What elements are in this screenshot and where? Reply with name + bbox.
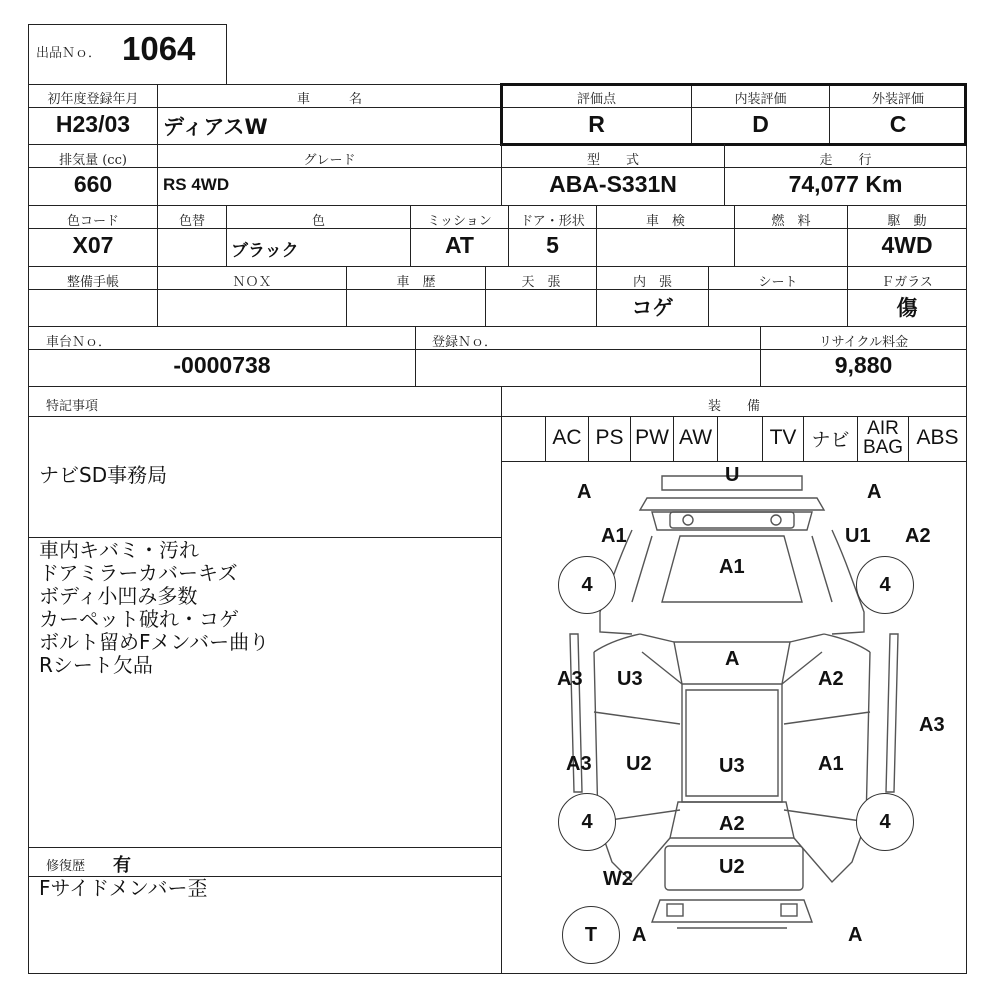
maintenance-label: 整備手帳: [66, 275, 119, 290]
color-change-label: 色替: [178, 214, 205, 229]
repair-value: 有: [113, 855, 131, 876]
equip-abs: ABS: [916, 426, 959, 449]
damage-mark: A1: [818, 753, 844, 775]
notes-line-1: ナビSD事務局: [39, 463, 168, 487]
equip-ac: AC: [552, 426, 582, 449]
doors-label: ドア・形状: [520, 214, 585, 229]
damage-mark: A2: [719, 813, 745, 835]
fuel-label: 燃 料: [771, 214, 811, 229]
recycle-label: リサイクル料金: [818, 335, 909, 350]
equip-aw: AW: [678, 426, 713, 449]
damage-mark: A3: [566, 753, 592, 775]
equip-blank: [502, 416, 545, 460]
wheel-rear-right-icon: 4: [856, 793, 914, 851]
transmission-label: ミッション: [427, 214, 492, 229]
equip-airbag: AIR BAG: [862, 418, 904, 458]
score-label: 評価点: [576, 92, 616, 107]
damage-mark: A2: [905, 525, 931, 547]
damage-mark: U3: [719, 755, 745, 777]
damage-mark: A1: [719, 556, 745, 578]
note-item: カーペット破れ・コゲ: [39, 607, 239, 631]
damage-mark: A3: [919, 714, 945, 736]
damage-mark: W2: [603, 868, 633, 890]
roof-label: 天 張: [521, 275, 561, 290]
note-item: ボディ小凹み多数: [39, 584, 198, 608]
wheel-front-left-icon: 4: [558, 556, 616, 614]
damage-mark: U: [725, 464, 740, 486]
recycle-value: 9,880: [834, 352, 893, 378]
interior-roof-value: コゲ: [631, 296, 674, 320]
lot-number: 1064: [122, 30, 196, 67]
damage-mark: U1: [845, 525, 871, 547]
spare-tire-icon: T: [562, 906, 620, 964]
displacement-label: 排気量 (cc): [59, 153, 127, 168]
model-value: ABA-S331N: [549, 171, 677, 197]
transmission-value: AT: [445, 232, 474, 258]
interior-roof-label: 内 張: [632, 275, 672, 290]
nox-label: ＮＯＸ: [232, 275, 272, 290]
registration-label: 登録Ｎｏ．: [432, 335, 498, 350]
damage-mark: A3: [557, 668, 583, 690]
grade-value: RS 4WD: [163, 175, 230, 194]
note-item: ドアミラーカバーキズ: [39, 561, 238, 585]
damage-mark: A: [725, 648, 740, 670]
equip-pw: PW: [635, 426, 669, 449]
first-reg-value: H23/03: [55, 111, 131, 137]
note-item: Rシート欠品: [39, 653, 153, 677]
notes-list: [39, 539, 269, 677]
car-name-label: 車 名: [296, 92, 362, 107]
repair-label: 修復歴: [46, 859, 86, 874]
damage-mark: A: [848, 924, 863, 946]
drive-value: 4WD: [881, 232, 933, 258]
damage-mark: A: [867, 481, 882, 503]
color-code-label: 色コード: [66, 214, 119, 229]
damage-mark: A2: [818, 668, 844, 690]
seat-label: シート: [758, 275, 798, 290]
damage-mark: U2: [626, 753, 652, 775]
interior-grade-label: 内装評価: [734, 92, 787, 107]
damage-mark: A1: [601, 525, 627, 547]
score-value: R: [588, 111, 605, 137]
mileage-value: 74,077 Km: [788, 171, 903, 197]
drive-label: 駆 動: [887, 214, 927, 229]
damage-mark: U2: [719, 856, 745, 878]
first-reg-label: 初年度登録年月: [47, 92, 139, 107]
exterior-grade-value: C: [889, 111, 907, 137]
note-item: 車内キバミ・汚れ: [39, 538, 199, 562]
equip-navi: ナビ: [811, 428, 850, 451]
inspection-label: 車 検: [645, 214, 685, 229]
fglass-value: 傷: [896, 296, 918, 320]
fglass-label: Ｆガラス: [881, 275, 933, 290]
damage-mark: A: [632, 924, 647, 946]
color-label: 色: [311, 214, 325, 229]
mileage-label: 走 行: [819, 153, 872, 168]
equip-ps: PS: [595, 426, 624, 449]
equip-tv: TV: [769, 426, 797, 449]
note-item: ボルト留めFメンバー曲り: [39, 630, 270, 654]
color-code-value: X07: [72, 232, 114, 258]
chassis-label: 車台Ｎｏ．: [46, 335, 112, 350]
exterior-grade-label: 外装評価: [871, 92, 924, 107]
notes-label: 特記事項: [46, 399, 99, 414]
equip-blank-2: [718, 416, 762, 460]
grade-label: グレード: [303, 153, 356, 168]
history-label: 車 歴: [396, 275, 436, 290]
wheel-rear-left-icon: 4: [558, 793, 616, 851]
car-name-value: ディアスW: [163, 115, 268, 139]
repair-detail: Fサイドメンバー歪: [39, 876, 208, 900]
damage-mark: A: [577, 481, 592, 503]
equipment-label: 装 備: [707, 399, 760, 414]
chassis-value: -0000738: [173, 352, 271, 378]
lot-label: 出品Ｎｏ．: [36, 46, 102, 61]
damage-mark: U3: [617, 668, 643, 690]
doors-value: 5: [546, 232, 559, 258]
displacement-value: 660: [73, 171, 113, 197]
color-value: ブラック: [231, 241, 299, 261]
model-label: 型 式: [586, 153, 639, 168]
interior-grade-value: D: [752, 111, 769, 137]
wheel-front-right-icon: 4: [856, 556, 914, 614]
vehicle-diagram: [502, 462, 966, 973]
